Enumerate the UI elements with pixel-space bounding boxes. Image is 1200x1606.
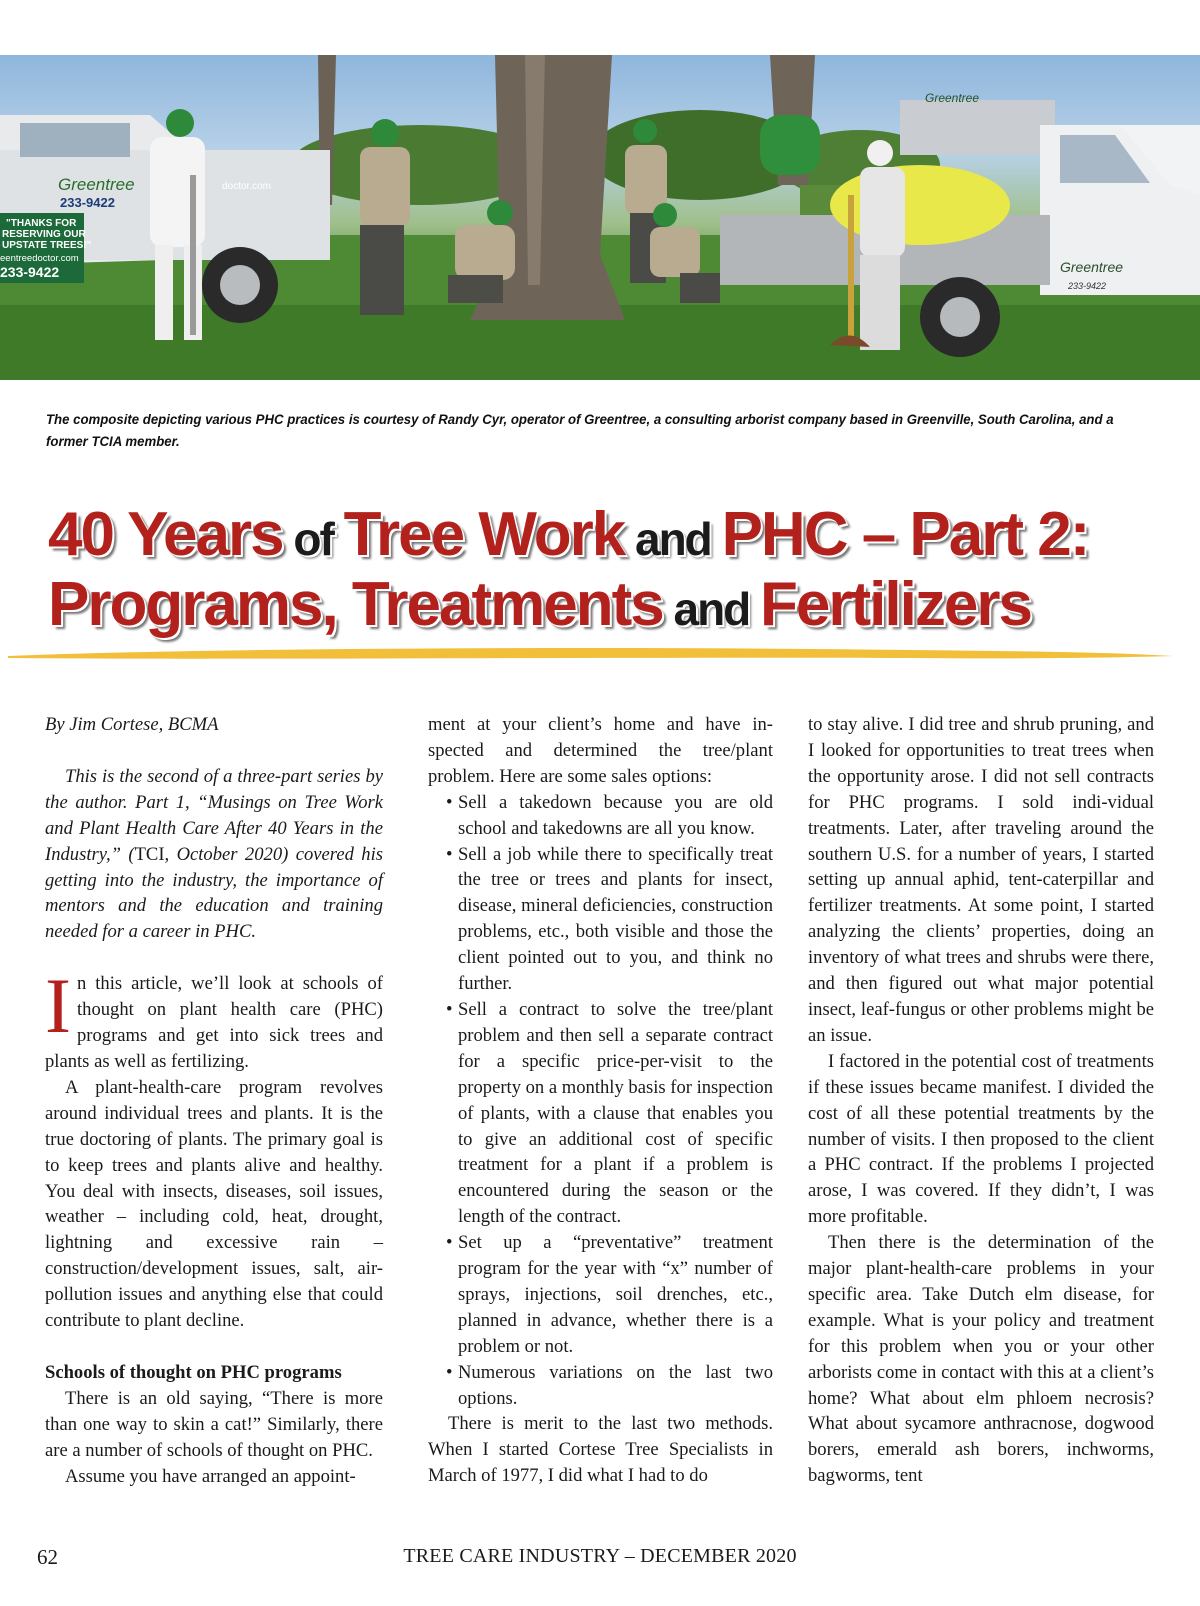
article-column-2 (428, 712, 773, 1489)
list-item: • Numerous variations on the last two options. (458, 1360, 773, 1412)
article-column-1 (45, 712, 383, 1489)
svg-text:Greentree: Greentree (1060, 259, 1124, 275)
headline-part: Tree Work (343, 500, 625, 569)
headline-part: 40 Years (48, 500, 283, 569)
paragraph: There is merit to the last two methods. When I started Cortese Tree Specialists in March of 1977, I did what I had to do (428, 1413, 773, 1487)
list-item: • Sell a job while there to specifically treat the tree or trees and plants for insect, disease, mineral deficiencies, construction problems, etc., both visible and those the client pointed out to you, and think no further. (458, 842, 773, 997)
svg-text:233-9422: 233-9422 (60, 195, 115, 210)
headline-underline-brushstroke (8, 644, 1178, 664)
list-item: • Sell a contract to solve the tree/plant problem and then sell a separate contract for a specific price-per-visit to the property on a monthly basis for inspection of plants, with a clause that enables you to give an additional cost of specific treatment for a plant if a problem is encountered during the season or the length of the contract. (458, 997, 773, 1230)
section-heading: Schools of thought on PHC programs (45, 1361, 342, 1383)
article-column-3 (808, 712, 1154, 1489)
intro-publication: TCI (134, 843, 165, 865)
svg-text:Greentree: Greentree (58, 175, 135, 194)
byline: By Jim Cortese, BCMA (45, 714, 219, 735)
svg-text:UPSTATE TREES!": UPSTATE TREES!" (2, 240, 92, 251)
headline-part: Programs, Treatments (48, 570, 663, 639)
paragraph: to stay alive. I did tree and shrub pruning, and I looked for opportunities to treat trees when the opportunity arose. I did not sell contracts for PHC programs. I sold indi-vidual treatments. Later, after traveling around the southern U.S. for a number of years, I started setting up annual aphid, tent-caterpillar and fertilizer treatments. At some point, I started analyzing the clients’ properties, doing an inventory of what trees and shrubs were there, and then figured out what major potential insect, leaf-fungus or other problems might be an issue. (808, 714, 1154, 1046)
svg-text:doctor.com: doctor.com (222, 181, 271, 192)
page-number: 62 (37, 1545, 58, 1569)
paragraph: There is an old saying, “There is more than one way to skin a cat!” Similarly, there are a number of schools of thought on PHC. (45, 1387, 383, 1461)
svg-text:233-9422: 233-9422 (1068, 281, 1107, 291)
series-intro (45, 764, 383, 945)
paragraph: Assume you have arranged an appoint- (65, 1465, 356, 1487)
headline-line-1 (48, 500, 1188, 570)
phc-composite-illustration (0, 55, 1200, 380)
paragraph: A plant-health-care program revolves around individual trees and plants. It is the true doctoring of plants. The primary goal is to keep trees and plants alive and healthy. You deal with insects, diseases, soil issues, weather – including cold, heat, drought, lightning and excessive rain – construction/development issues, salt, air-pollution issues and anything else that could contribute to plant decline. (45, 1076, 383, 1332)
list-item: • Sell a takedown because you are old school and takedowns are all you know. (458, 790, 773, 842)
paragraph: ment at your client’s home and have in-spected and determined the tree/plant problem. Here are some sales options: (428, 714, 773, 787)
paragraph: Then there is the determination of the major plant-health-care problems in your specific area. Take Dutch elm disease, for example. What is your policy and treatment for this problem when you or your other arborists come in contact with this at a client’s home? What about elm phloem necrosis? What about sycamore anthracnose, dogwood borers, emerald ash borers, inchworms, bagworms, tent (808, 1232, 1154, 1487)
svg-text:Greentree: Greentree (925, 91, 980, 105)
paragraph (45, 962, 383, 1075)
svg-text:"THANKS FOR: "THANKS FOR (6, 218, 77, 229)
list-item: • Set up a “preventative” treatment program for the year with “x” number of sprays, injections, soil drenches, etc., planned in advance, whether there is a problem or not. (458, 1230, 773, 1360)
headline-part: of (282, 513, 344, 565)
article-headline (48, 500, 1188, 640)
paragraph-text: n this article, we’ll look at schools of thought on plant health care (PHC) programs and get into sick trees and plants as well as fertilizing. (45, 973, 383, 1072)
header-photo (0, 55, 1200, 380)
headline-part: Fertilizers (760, 570, 1031, 639)
publication-footer: TREE CARE INDUSTRY – DECEMBER 2020 (403, 1545, 797, 1567)
intro-text: , October 2020) covered his getting into the industry, the importance of mentors and the education and training needed for a career in PHC. (45, 843, 384, 943)
svg-text:eentreedoctor.com: eentreedoctor.com (0, 253, 79, 264)
headline-part: and (624, 513, 722, 565)
svg-text:RESERVING OUR: RESERVING OUR (2, 229, 86, 240)
photo-caption: The composite depicting various PHC practices is courtesy of Randy Cyr, operator of Greentree, a consulting arborist company based in Greenville, South Carolina, and a former TCIA member. (46, 412, 1114, 450)
svg-text:233-9422: 233-9422 (0, 264, 60, 280)
intro-text: This is the second of a three-part series by the author. Part 1, “Musings on Tree Work and Plant Health Care After 40 Years in the Industry,” ( (45, 765, 383, 865)
headline-part: PHC – Part 2: (721, 500, 1089, 569)
sales-options-list (428, 790, 773, 1412)
headline-part: and (662, 583, 761, 635)
paragraph: I factored in the potential cost of treatments if these issues became manifest. I divided the cost of all these potential treatments by the number of visits. I then proposed to the client a PHC contract. If the problems I projected arose, I was covered. If they didn’t, I was more profitable. (808, 1050, 1154, 1228)
drop-cap: I (45, 962, 71, 1050)
headline-line-2 (48, 570, 1188, 640)
